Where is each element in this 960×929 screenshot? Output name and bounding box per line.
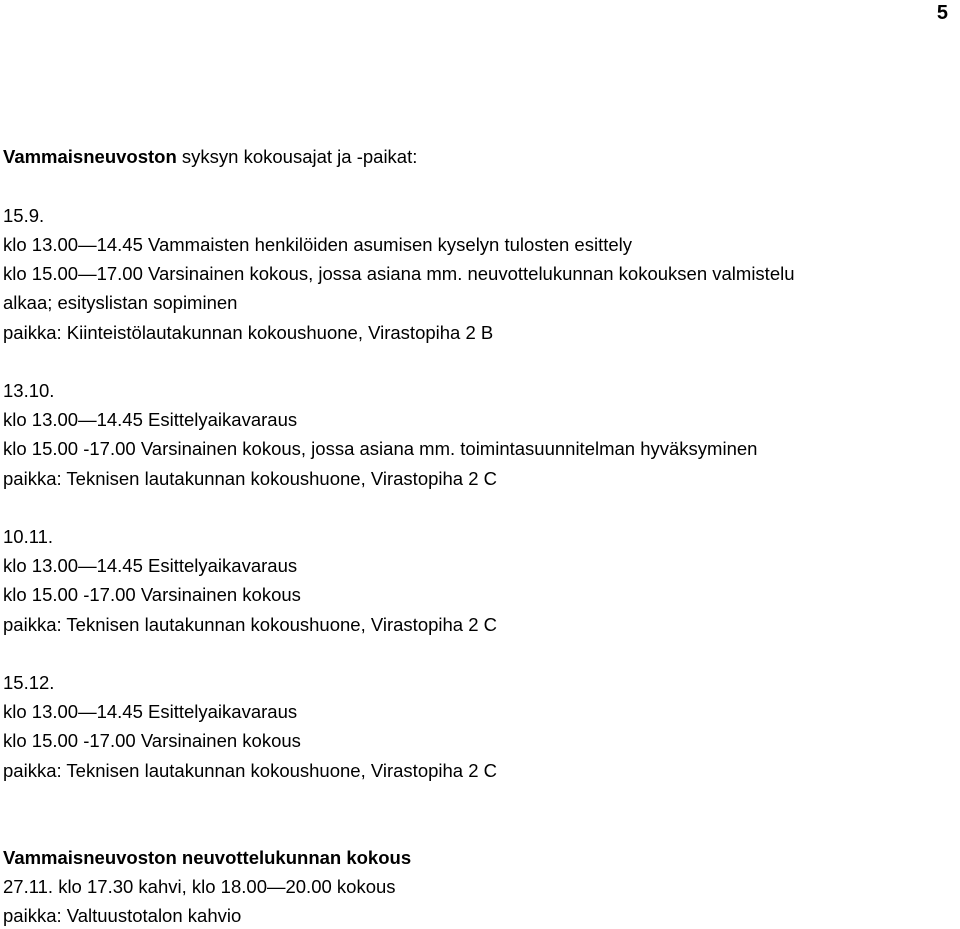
- meeting-4-line: klo 15.00 -17.00 Varsinainen kokous: [3, 730, 301, 751]
- meeting-4-location: paikka: Teknisen lautakunnan kokoushuone, Virastopiha 2 C: [3, 760, 498, 781]
- meeting-2-location: paikka: Teknisen lautakunnan kokoushuone, Virastopiha 2 C: [3, 468, 498, 489]
- meeting-3-line: klo 15.00 -17.00 Varsinainen kokous: [3, 584, 301, 605]
- meeting-4-date: 15.12.: [3, 672, 55, 693]
- council-meeting-time: 27.11. klo 17.30 kahvi, klo 18.00—20.00 kokous: [3, 876, 396, 897]
- schedule-heading: [3, 145, 417, 169]
- meeting-4-line: klo 13.00—14.45 Esittelyaikavaraus: [3, 701, 298, 722]
- meeting-2-line: klo 13.00—14.45 Esittelyaikavaraus: [3, 409, 298, 430]
- meeting-2-date: 13.10.: [3, 380, 55, 401]
- meeting-1-location: paikka: Kiinteistölautakunnan kokoushuone, Virastopiha 2 B: [3, 322, 494, 343]
- schedule-heading-rest: syksyn kokousajat ja -paikat:: [176, 146, 418, 167]
- meeting-2-line: klo 15.00 -17.00 Varsinainen kokous, jossa asiana mm. toimintasuunnitelman hyväksyminen: [3, 438, 758, 459]
- meeting-1-line: klo 13.00—14.45 Vammaisten henkilöiden asumisen kyselyn tulosten esittely: [3, 234, 632, 255]
- meeting-1-date: 15.9.: [3, 205, 45, 226]
- schedule-heading-bold: Vammaisneuvoston: [3, 146, 177, 167]
- meeting-3-location: paikka: Teknisen lautakunnan kokoushuone, Virastopiha 2 C: [3, 614, 498, 635]
- meeting-3-date: 10.11.: [3, 526, 54, 547]
- meeting-1-line: alkaa; esityslistan sopiminen: [3, 292, 238, 313]
- council-meeting-heading: Vammaisneuvoston neuvottelukunnan kokous: [3, 847, 412, 868]
- meeting-3-line: klo 13.00—14.45 Esittelyaikavaraus: [3, 555, 298, 576]
- page-number: 5: [936, 2, 948, 24]
- council-meeting-location: paikka: Valtuustotalon kahvio: [3, 905, 242, 926]
- meeting-1-line: klo 15.00—17.00 Varsinainen kokous, jossa asiana mm. neuvottelukunnan kokouksen valmistelu: [3, 263, 795, 284]
